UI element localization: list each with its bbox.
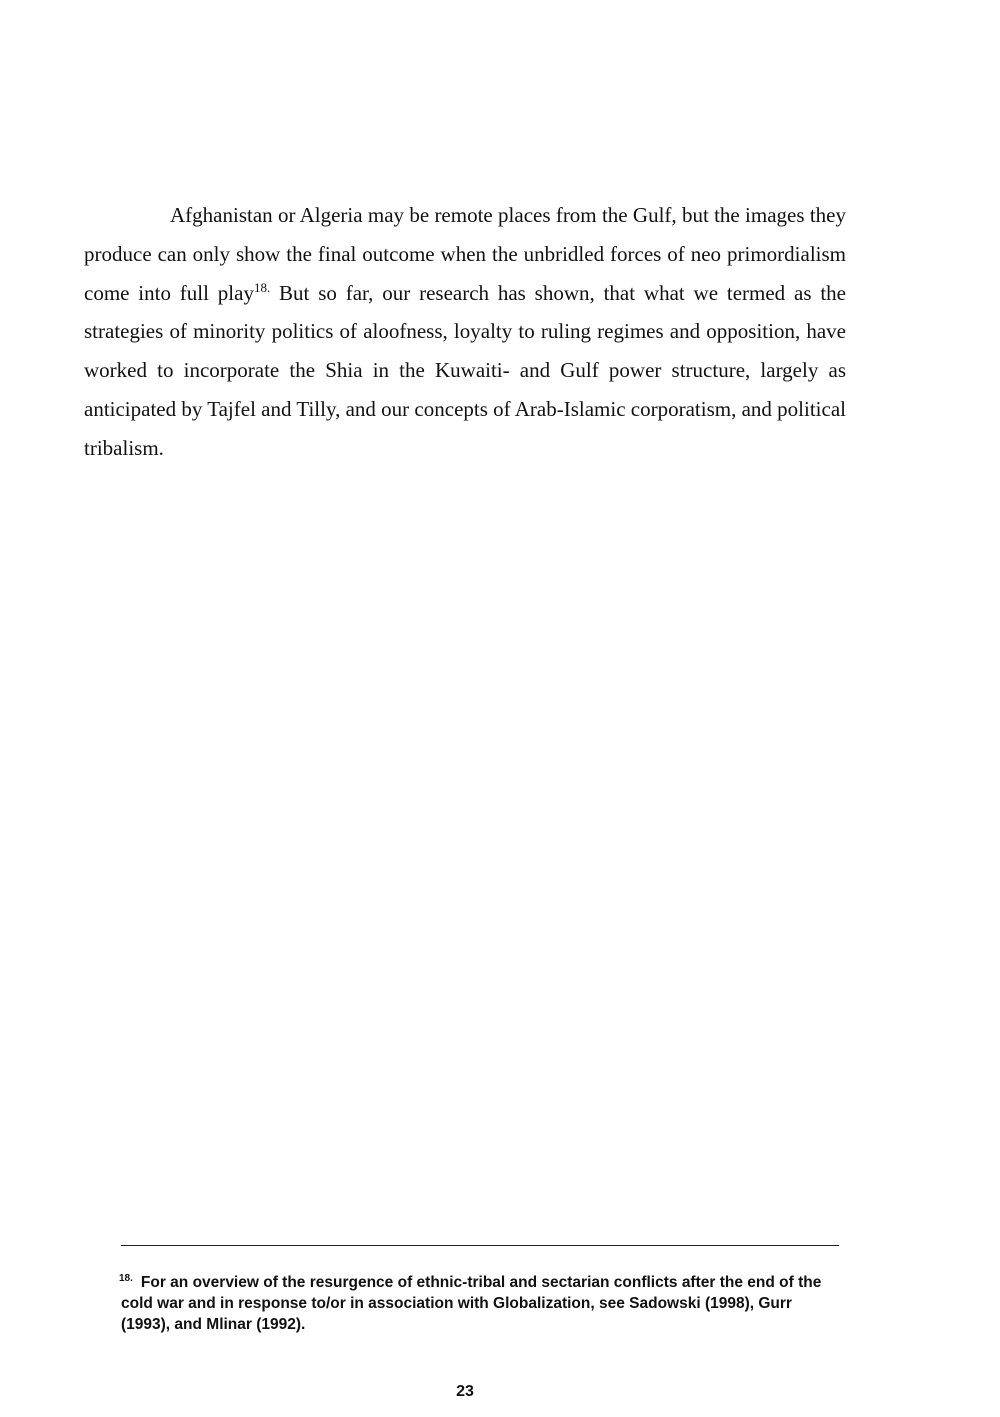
footnote-reference[interactable]: 18. [253,279,271,295]
footnote-marker: 18. [119,1272,133,1284]
footnote-text: For an overview of the resurgence of ethnic-tribal and sectarian conflicts after the end of the cold war and in response to/or in association with Globalization, see Sadowski (1998), Gurr (1993), and Mlinar (1992). [121,1274,822,1333]
footnote [121,1272,841,1335]
page-number: 23 [456,1383,474,1400]
footnote-entry [121,1272,841,1335]
body-paragraph [84,196,846,468]
main-body [84,196,846,468]
paragraph-text-before-ref: Afghanistan or Algeria may be remote places from the Gulf, but the images they produce can only show the final outcome when the unbridled forces of neo primordialism come into full play [84,203,846,305]
paragraph-text-after-ref: But so far, our research has shown, that what we termed as the strategies of minority politics of aloofness, loyalty to ruling regimes and opposition, have worked to incorporate the Shia in the Kuwaiti- and Gulf power structure, largely as anticipated by Tajfel and Tilly, and our concepts of Arab-Islamic corporatism, and political tribalism. [84,280,846,460]
footnote-separator [121,1245,839,1246]
